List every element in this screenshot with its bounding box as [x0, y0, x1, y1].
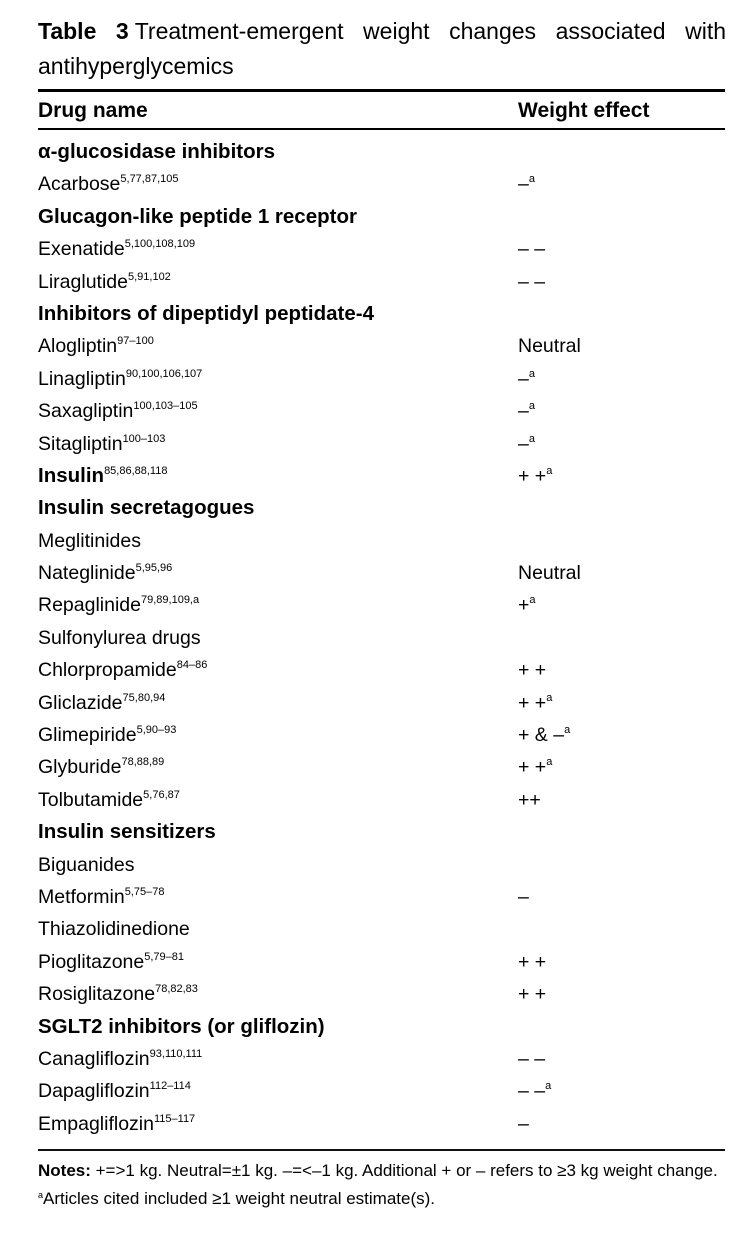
category-row: [38, 1011, 725, 1043]
weight-effect: –: [518, 400, 529, 423]
notes-label: Notes:: [38, 1161, 91, 1180]
drug-name-cell: [38, 395, 198, 427]
reference-superscript: 5,91,102: [127, 270, 171, 283]
drug-name-cell: [38, 428, 165, 460]
drug-name-cell: [38, 1075, 191, 1107]
drug-name-cell: [38, 1043, 202, 1075]
category-row: [38, 298, 725, 330]
drug-name-cell: [38, 298, 374, 330]
drug-name-cell: [38, 557, 172, 589]
drug-name-cell: [38, 266, 171, 298]
drug-name-cell: [38, 460, 167, 492]
weight-effect-cell: [518, 266, 545, 298]
drug-name-cell: [38, 978, 198, 1010]
subcategory-row: [38, 622, 725, 654]
weight-effect: – –: [518, 238, 546, 261]
weight-effect: +: [518, 594, 530, 617]
drug-name: Linagliptin: [38, 367, 126, 390]
weight-effect-cell: [518, 751, 552, 783]
table-title: Treatment-emergent weight changes associated with antihyperglycemics: [38, 18, 727, 79]
drug-name: Liraglutide: [38, 270, 128, 293]
drug-name: Chlorpropamide: [38, 659, 177, 682]
table-row: [38, 233, 725, 265]
drug-name: Biguanides: [38, 853, 135, 876]
table-notes: [38, 1157, 728, 1213]
table-row: [38, 719, 725, 751]
footnote-mark: a: [564, 724, 571, 737]
drug-name: Sulfonylurea drugs: [38, 626, 201, 649]
table-row: [38, 946, 725, 978]
column-header-drug-name: Drug name: [38, 99, 148, 122]
drug-name-cell: [38, 168, 179, 200]
weight-effect-cell: [518, 784, 541, 816]
reference-superscript: 5,100,108,109: [124, 238, 196, 251]
reference-superscript: 5,79–81: [144, 950, 185, 963]
weight-effect-cell: [518, 428, 535, 460]
weight-effect: – –: [518, 1047, 546, 1070]
drug-name-cell: [38, 233, 195, 265]
footnote-mark: a: [545, 1080, 552, 1093]
table-row: [38, 1043, 725, 1075]
drug-name: Tolbutamide: [38, 788, 144, 811]
drug-name: Saxagliptin: [38, 400, 134, 423]
category-row: [38, 460, 725, 492]
weight-effect-cell: [518, 687, 552, 719]
drug-name: Insulin sensitizers: [38, 820, 216, 844]
drug-name: Glimepiride: [38, 724, 137, 747]
drug-name: Rosiglitazone: [38, 983, 156, 1006]
table-caption: [38, 14, 726, 84]
footnote-mark: a: [528, 432, 535, 445]
footnote-mark: a: [546, 756, 553, 769]
footnote-mark: a: [528, 367, 535, 380]
category-row: [38, 136, 725, 168]
drug-name: Thiazolidinedione: [38, 918, 190, 941]
drug-name-cell: [38, 784, 180, 816]
table-row: [38, 168, 725, 200]
weight-effect-cell: [518, 719, 570, 751]
footnote-mark: a: [529, 594, 536, 607]
drug-name-cell: [38, 849, 135, 881]
table-row: [38, 978, 725, 1010]
footnote-mark: a: [546, 464, 553, 477]
footnote-text: Articles cited included ≥1 weight neutral estimate(s).: [43, 1189, 436, 1208]
drug-name-cell: [38, 330, 154, 362]
drug-name: Gliclazide: [38, 691, 123, 714]
weight-effect: –: [518, 432, 529, 455]
reference-superscript: 100,103–105: [133, 400, 198, 413]
table-label: Table 3: [38, 18, 129, 44]
footnote-mark: a: [528, 173, 535, 186]
weight-effect: + +: [518, 659, 547, 682]
drug-name: Nateglinide: [38, 562, 136, 585]
weight-effect: + +: [518, 950, 547, 973]
drug-name: Inhibitors of dipeptidyl peptidate-4: [38, 301, 374, 325]
weight-effect: + +: [518, 691, 547, 714]
weight-effect-cell: [518, 1075, 551, 1107]
table-row: [38, 428, 725, 460]
drug-name: Metformin: [38, 885, 125, 908]
weight-effect-cell: [518, 233, 545, 265]
reference-superscript: 97–100: [117, 335, 154, 348]
drug-name: Dapagliflozin: [38, 1080, 150, 1103]
drug-name: Canagliflozin: [38, 1047, 150, 1070]
reference-superscript: 5,76,87: [143, 788, 180, 801]
drug-name-cell: [38, 654, 207, 686]
table-top-rule: [38, 89, 725, 92]
reference-superscript: 5,77,87,105: [120, 173, 179, 186]
category-row: [38, 816, 725, 848]
reference-superscript: 112–114: [149, 1080, 191, 1093]
weight-effect: – –: [518, 1080, 546, 1103]
drug-name-cell: [38, 589, 199, 621]
subcategory-row: [38, 525, 725, 557]
table-row: [38, 363, 725, 395]
drug-name-cell: [38, 492, 254, 524]
drug-name-cell: [38, 913, 190, 945]
table-row: [38, 1075, 725, 1107]
drug-name: α-glucosidase inhibitors: [38, 140, 275, 163]
drug-name-cell: [38, 622, 201, 654]
drug-name-cell: [38, 1108, 195, 1140]
reference-superscript: 79,89,109,a: [141, 594, 200, 607]
weight-effect: –: [518, 367, 529, 390]
weight-effect-cell: [518, 1108, 529, 1140]
reference-superscript: 93,110,111: [149, 1047, 203, 1060]
weight-effect-cell: [518, 654, 546, 686]
drug-name-cell: [38, 946, 184, 978]
weight-effect-cell: [518, 460, 552, 492]
notes-text: +=>1 kg. Neutral=±1 kg. –=<–1 kg. Additional + or – refers to ≥3 kg weight change.: [90, 1161, 718, 1180]
table-row: [38, 881, 725, 913]
drug-name: Insulin secretagogues: [38, 496, 255, 520]
drug-name: Repaglinide: [38, 594, 141, 617]
drug-name: Acarbose: [38, 173, 121, 196]
weight-effect-cell: [518, 946, 546, 978]
weight-effect-cell: [518, 395, 535, 427]
weight-effect-cell: [518, 168, 535, 200]
table-bottom-rule: [38, 1149, 725, 1151]
table-row: [38, 589, 725, 621]
table-row: [38, 784, 725, 816]
weight-effect: Neutral: [518, 562, 581, 585]
weight-effect: Neutral: [518, 335, 581, 358]
weight-effect: –: [518, 885, 529, 908]
weight-effect-cell: [518, 363, 535, 395]
weight-effect-cell: [518, 330, 581, 362]
drug-name: Empagliflozin: [38, 1112, 154, 1135]
reference-superscript: 78,88,89: [121, 756, 165, 769]
drug-name: Pioglitazone: [38, 950, 145, 973]
drug-name-cell: [38, 751, 164, 783]
drug-name-cell: [38, 719, 176, 751]
table-row: [38, 557, 725, 589]
table-header-rule: [38, 128, 725, 130]
drug-name-cell: [38, 816, 216, 848]
table-row: [38, 1108, 725, 1140]
weight-effect: –: [518, 1112, 529, 1135]
drug-name: Insulin: [38, 463, 105, 487]
reference-superscript: 90,100,106,107: [125, 367, 203, 380]
drug-name-cell: [38, 687, 165, 719]
weight-effect: + +: [518, 756, 547, 779]
drug-name-cell: [38, 1011, 325, 1043]
category-row: [38, 201, 725, 233]
reference-superscript: 115–117: [153, 1112, 196, 1125]
reference-superscript: 5,90–93: [136, 724, 177, 737]
drug-name: Exenatide: [38, 238, 125, 261]
column-header-weight-effect: Weight effect: [518, 99, 650, 122]
table-row: [38, 687, 725, 719]
weight-effect-cell: [518, 589, 536, 621]
weight-effect: + +: [518, 983, 547, 1006]
subcategory-row: [38, 913, 725, 945]
weight-effect: + +: [518, 464, 547, 487]
footnote-mark: a: [528, 400, 535, 413]
drug-name: Glucagon-like peptide 1 receptor: [38, 204, 357, 228]
footnote-mark: a: [38, 1190, 44, 1200]
weight-effect-cell: [518, 978, 546, 1010]
reference-superscript: 78,82,83: [155, 983, 198, 996]
reference-superscript: 100–103: [122, 432, 166, 445]
table-row: [38, 654, 725, 686]
table-row: [38, 395, 725, 427]
footnote-mark: a: [546, 691, 553, 704]
reference-superscript: 5,95,96: [135, 562, 173, 575]
subcategory-row: [38, 849, 725, 881]
drug-name: Sitagliptin: [38, 432, 123, 455]
category-row: [38, 492, 725, 524]
drug-name: Alogliptin: [38, 335, 118, 358]
drug-name: Glyburide: [38, 756, 122, 779]
drug-name-cell: [38, 201, 357, 233]
drug-name-cell: [38, 136, 275, 168]
table-row: [38, 330, 725, 362]
weight-effect-cell: [518, 881, 529, 913]
reference-superscript: 5,75–78: [124, 885, 165, 898]
drug-name: Meglitinides: [38, 529, 141, 552]
table-row: [38, 266, 725, 298]
drug-name-cell: [38, 363, 202, 395]
drug-name: SGLT2 inhibitors (or gliflozin): [38, 1014, 325, 1038]
weight-effect: ++: [518, 788, 541, 811]
weight-effect-cell: [518, 557, 581, 589]
reference-superscript: 84–86: [176, 659, 208, 672]
table-row: [38, 751, 725, 783]
weight-effect: + & –: [518, 724, 565, 747]
reference-superscript: 85,86,88,118: [104, 464, 168, 477]
reference-superscript: 75,80,94: [122, 691, 166, 704]
table-body: [38, 136, 725, 1140]
weight-effect-cell: [518, 1043, 545, 1075]
weight-effect: –: [518, 173, 529, 196]
drug-name-cell: [38, 525, 141, 557]
drug-name-cell: [38, 881, 164, 913]
weight-effect: – –: [518, 270, 546, 293]
